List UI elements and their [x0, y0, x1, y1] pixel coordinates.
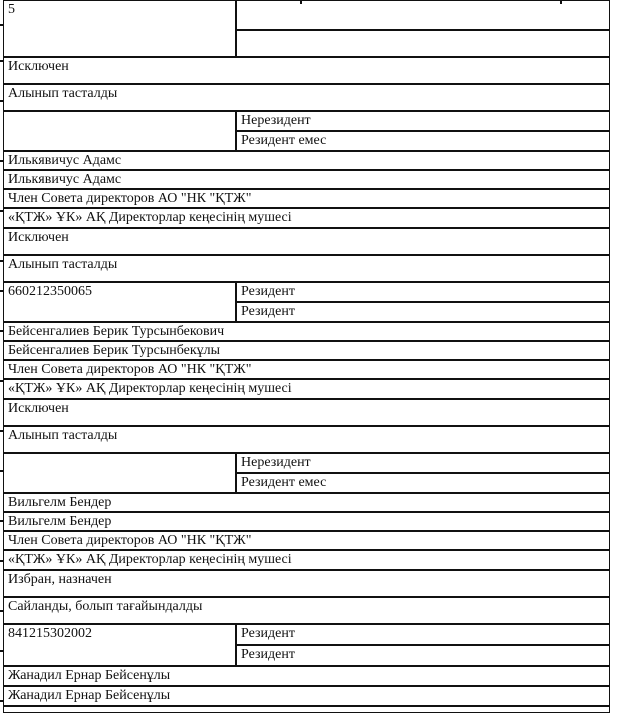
position-ru-cell: Член Совета директоров АО "НК "ҚТЖ" [3, 360, 610, 379]
name-kz-cell: Илькявичус Адамс [3, 170, 610, 189]
name-ru-cell: Бейсенгалиев Берик Турсынбекович [3, 322, 610, 341]
margin-tick [0, 160, 4, 162]
residency-ru-cell: Резидент [236, 624, 610, 645]
margin-tick [0, 610, 4, 612]
margin-tick [0, 290, 4, 292]
id-cell [3, 453, 236, 493]
position-ru-cell [3, 706, 610, 713]
top-tick [560, 0, 562, 4]
margin-tick [0, 60, 4, 62]
id-cell: 841215302002 [3, 624, 236, 666]
status-ru-cell: Исключен [3, 399, 610, 426]
residency-kz-cell [236, 30, 610, 57]
residency-ru-cell [236, 0, 610, 30]
status-kz-cell: Сайланды, болып тағайындалды [3, 597, 610, 624]
name-kz-cell: Вильгелм Бендер [3, 512, 610, 531]
margin-tick [0, 470, 4, 472]
margin-tick [0, 380, 4, 382]
id-cell: 5 [3, 0, 236, 57]
name-kz-cell: Жанадил Ернар Бейсенұлы [3, 686, 610, 706]
residency-kz-cell: Резидент емес [236, 473, 610, 493]
status-kz-cell: Алынып тасталды [3, 255, 610, 282]
residency-ru-cell: Резидент [236, 282, 610, 302]
margin-tick [0, 100, 4, 102]
id-cell [3, 111, 236, 151]
name-kz-cell: Бейсенгалиев Берик Турсынбекұлы [3, 341, 610, 360]
residency-ru-cell: Нерезидент [236, 111, 610, 131]
margin-tick [0, 430, 4, 432]
position-ru-cell: Член Совета директоров АО "НК "ҚТЖ" [3, 531, 610, 550]
margin-tick [0, 24, 4, 26]
margin-tick [0, 520, 4, 522]
id-cell: 660212350065 [3, 282, 236, 322]
margin-tick [0, 560, 4, 562]
residency-kz-cell: Резидент [236, 302, 610, 322]
status-ru-cell: Исключен [3, 57, 610, 84]
name-ru-cell: Жанадил Ернар Бейсенұлы [3, 666, 610, 686]
position-kz-cell: «ҚТЖ» ҰК» АҚ Директорлар кеңесінің мушесі [3, 208, 610, 228]
status-kz-cell: Алынып тасталды [3, 84, 610, 111]
status-ru-cell: Избран, назначен [3, 570, 610, 597]
position-ru-cell: Член Совета директоров АО "НК "ҚТЖ" [3, 189, 610, 208]
margin-tick [0, 650, 4, 652]
name-ru-cell: Вильгелм Бендер [3, 493, 610, 512]
status-ru-cell: Исключен [3, 228, 610, 255]
top-tick [300, 0, 302, 4]
name-ru-cell: Илькявичус Адамс [3, 151, 610, 170]
position-kz-cell: «ҚТЖ» ҰК» АҚ Директорлар кеңесінің мушесі [3, 379, 610, 399]
margin-tick [0, 210, 4, 212]
margin-tick [0, 700, 4, 702]
residency-kz-cell: Резидент [236, 645, 610, 666]
position-kz-cell: «ҚТЖ» ҰК» АҚ Директорлар кеңесінің мушесі [3, 550, 610, 570]
margin-tick [0, 260, 4, 262]
status-kz-cell: Алынып тасталды [3, 426, 610, 453]
residency-kz-cell: Резидент емес [236, 131, 610, 151]
residency-ru-cell: Нерезидент [236, 453, 610, 473]
margin-tick [0, 330, 4, 332]
